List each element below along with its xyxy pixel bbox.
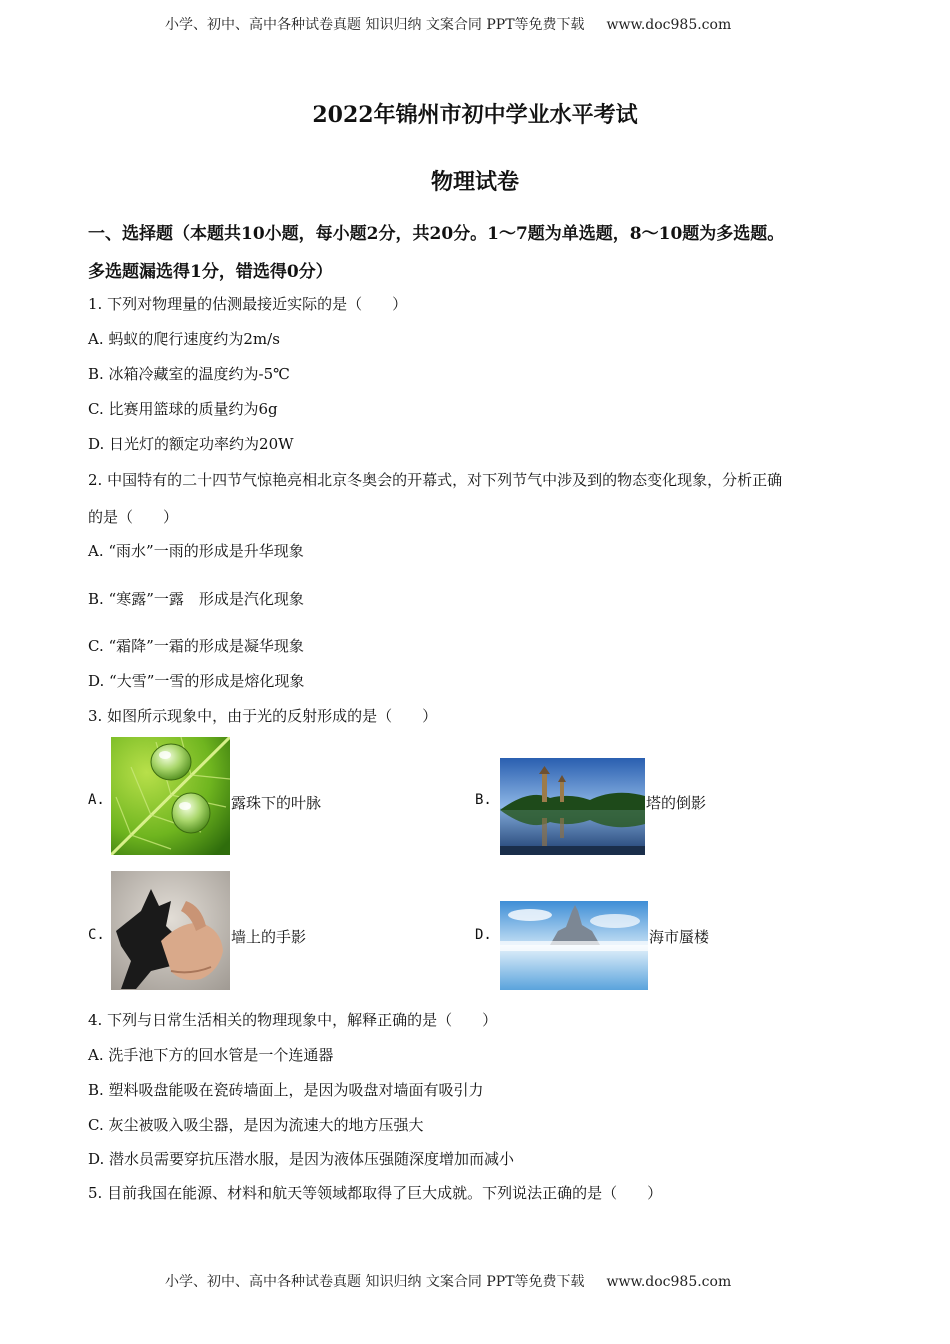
q5-stem: 5. 目前我国在能源、材料和航天等领域都取得了巨大成就。下列说法正确的是（ ） [88, 1184, 663, 1202]
q3-stem: 3. 如图所示现象中，由于光的反射形成的是（ ） [88, 707, 438, 725]
page-footer [165, 1271, 731, 1291]
q3-option-d-caption: 海市蜃楼 [649, 928, 710, 946]
q1-stem: 1. 下列对物理量的估测最接近实际的是（ ） [88, 295, 408, 313]
q4-option-a: A. 洗手池下方的回水管是一个连通器 [88, 1046, 334, 1064]
q2-option-b: B. “寒露”一露 形成是汽化现象 [88, 590, 304, 608]
q1-option-a: A. 蚂蚁的爬行速度约为2m/s [88, 330, 280, 348]
leaf-dewdrop-image [111, 737, 230, 855]
hand-shadow-image [111, 871, 230, 990]
q1-option-d: D. 日光灯的额定功率约为20W [88, 435, 294, 453]
pagoda-reflection-image [500, 758, 645, 855]
section-heading-line2: 多选题漏选得1分，错选得0分） [88, 262, 333, 282]
exam-subtitle: 物理试卷 [430, 169, 519, 195]
q1-option-b: B. 冰箱冷藏室的温度约为-5℃ [88, 365, 290, 383]
q2-stem-line1: 2. 中国特有的二十四节气惊艳亮相北京冬奥会的开幕式，对下列节气中涉及到的物态变化现象，分析正确 [88, 471, 783, 489]
footer-url[interactable]: www.doc985.com [606, 1274, 732, 1290]
header-url[interactable]: www.doc985.com [606, 17, 732, 33]
footer-text: 小学、初中、高中各种试卷真题 知识归纳 文案合同 PPT等免费下载 [165, 1274, 585, 1290]
page-header [165, 14, 731, 34]
mirage-image [500, 901, 648, 990]
q4-option-c: C. 灰尘被吸入吸尘器，是因为流速大的地方压强大 [88, 1116, 424, 1134]
q3-option-d-letter: D. [475, 927, 492, 943]
q2-option-c: C. “霜降”一霜的形成是凝华现象 [88, 637, 304, 655]
q4-option-b: B. 塑料吸盘能吸在瓷砖墙面上，是因为吸盘对墙面有吸引力 [88, 1081, 484, 1099]
q3-option-a-letter: A. [88, 792, 105, 808]
q2-stem-line2: 的是（ ） [88, 508, 179, 526]
q3-option-a-caption: 露珠下的叶脉 [231, 794, 322, 812]
header-text: 小学、初中、高中各种试卷真题 知识归纳 文案合同 PPT等免费下载 [165, 17, 585, 33]
q2-option-d: D. “大雪”一雪的形成是熔化现象 [88, 672, 305, 690]
q2-option-a: A. “雨水”一雨的形成是升华现象 [88, 542, 304, 560]
exam-title: 2022年锦州市初中学业水平考试 [312, 102, 638, 128]
q3-option-b-caption: 塔的倒影 [646, 794, 707, 812]
q4-stem: 4. 下列与日常生活相关的物理现象中，解释正确的是（ ） [88, 1011, 498, 1029]
q1-option-c: C. 比赛用篮球的质量约为6g [88, 400, 278, 418]
q4-option-d: D. 潜水员需要穿抗压潜水服，是因为液体压强随深度增加而减小 [88, 1150, 515, 1168]
q3-option-b-letter: B. [475, 792, 492, 808]
section-heading-line1: 一、选择题（本题共10小题，每小题2分，共20分。1～7题为单选题，8～10题为多选题。 [88, 224, 785, 244]
q3-option-c-caption: 墙上的手影 [231, 928, 307, 946]
q3-option-c-letter: C. [88, 927, 105, 943]
